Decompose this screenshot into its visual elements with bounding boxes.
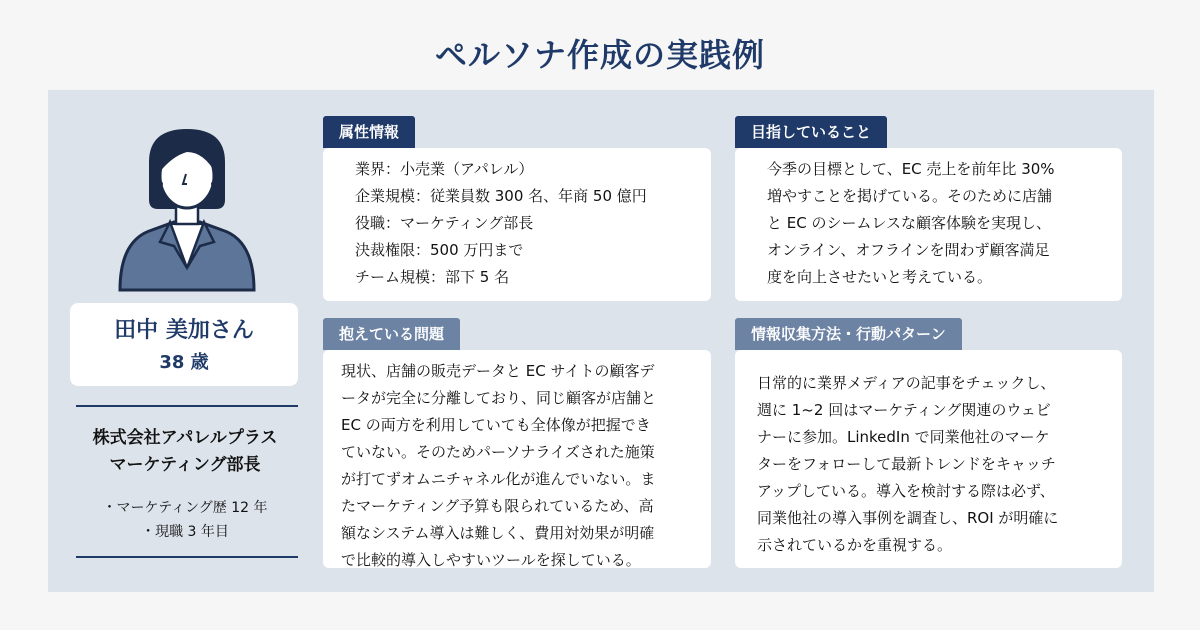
persona-career: [60, 496, 310, 544]
problem-line: EC の両方を利用していても全体像が把握でき: [341, 416, 651, 434]
goal-line: 度を向上させたいと考えている。: [767, 268, 993, 286]
attribute-line: 役職：マーケティング部長: [355, 214, 534, 232]
goal-line: オンライン、オフラインを問わず顧客満足: [767, 241, 1050, 259]
persona-age: 38 歳: [159, 352, 209, 373]
divider: [76, 556, 298, 558]
persona-name: 田中 美加さん: [114, 318, 254, 343]
goals-tag: 目指していること: [735, 116, 887, 148]
info-line: ターをフォローして最新トレンドをキャッチ: [757, 455, 1056, 473]
problem-line: 額なシステム導入は難しく、費用対効果が明確: [341, 524, 655, 542]
attribute-line: チーム規模：部下 5 名: [355, 268, 510, 286]
career-item: ・現職 3 年目: [141, 524, 229, 540]
info-line: 同業他社の導入事例を調査し、ROI が明確に: [757, 509, 1059, 527]
career-item: ・マーケティング歴 12 年: [102, 500, 268, 516]
job-title: マーケティング部長: [109, 455, 261, 475]
info-line: 示されているかを重視する。: [757, 536, 953, 554]
info-line: 日常的に業界メディアの記事をチェックし、: [757, 374, 1056, 392]
info-line: 週に 1~2 回はマーケティング関連のウェビ: [757, 401, 1051, 419]
attributes-card: [323, 148, 711, 301]
persona-avatar-icon: [112, 122, 262, 292]
goal-line: と EC のシームレスな顧客体験を実現し、: [767, 214, 1052, 232]
divider: [76, 405, 298, 407]
problems-tag: 抱えている問題: [323, 318, 460, 350]
problems-card: [323, 350, 711, 568]
problem-line: で比較的導入しやすいツールを探している。: [341, 551, 641, 569]
info-tag: 情報収集方法・行動パターン: [735, 318, 962, 350]
attribute-line: 企業規模：従業員数 300 名、年商 50 億円: [355, 187, 647, 205]
goal-line: 増やすことを掲げている。そのために店舗: [767, 187, 1053, 205]
info-line: アップしている。導入を検討する際は必ず、: [757, 482, 1055, 500]
goal-line: 今季の目標として、EC 売上を前年比 30%: [767, 160, 1055, 178]
attributes-tag: 属性情報: [323, 116, 415, 148]
attribute-line: 決裁権限：500 万円まで: [355, 241, 524, 259]
problem-line: が打てずオムニチャネル化が進んでいない。ま: [341, 470, 656, 488]
attribute-line: 業界：小売業（アパレル）: [355, 160, 534, 178]
goals-card: [735, 148, 1122, 301]
company-name: 株式会社アパレルプラス: [92, 428, 278, 448]
problem-line: ていない。そのためパーソナライズされた施策: [341, 443, 655, 461]
persona-company: [60, 425, 310, 479]
page-title: ペルソナ作成の実践例: [434, 36, 765, 74]
info-card: [735, 350, 1122, 568]
problem-line: ータが完全に分離しており、同じ顧客が店舗と: [341, 389, 657, 407]
problem-line: たマーケティング予算も限られているため、高: [341, 497, 654, 515]
problem-line: 現状、店舗の販売データと EC サイトの顧客デ: [341, 362, 655, 380]
persona-name-card: [70, 303, 298, 386]
info-line: ナーに参加。LinkedIn で同業他社のマーケ: [757, 428, 1050, 446]
